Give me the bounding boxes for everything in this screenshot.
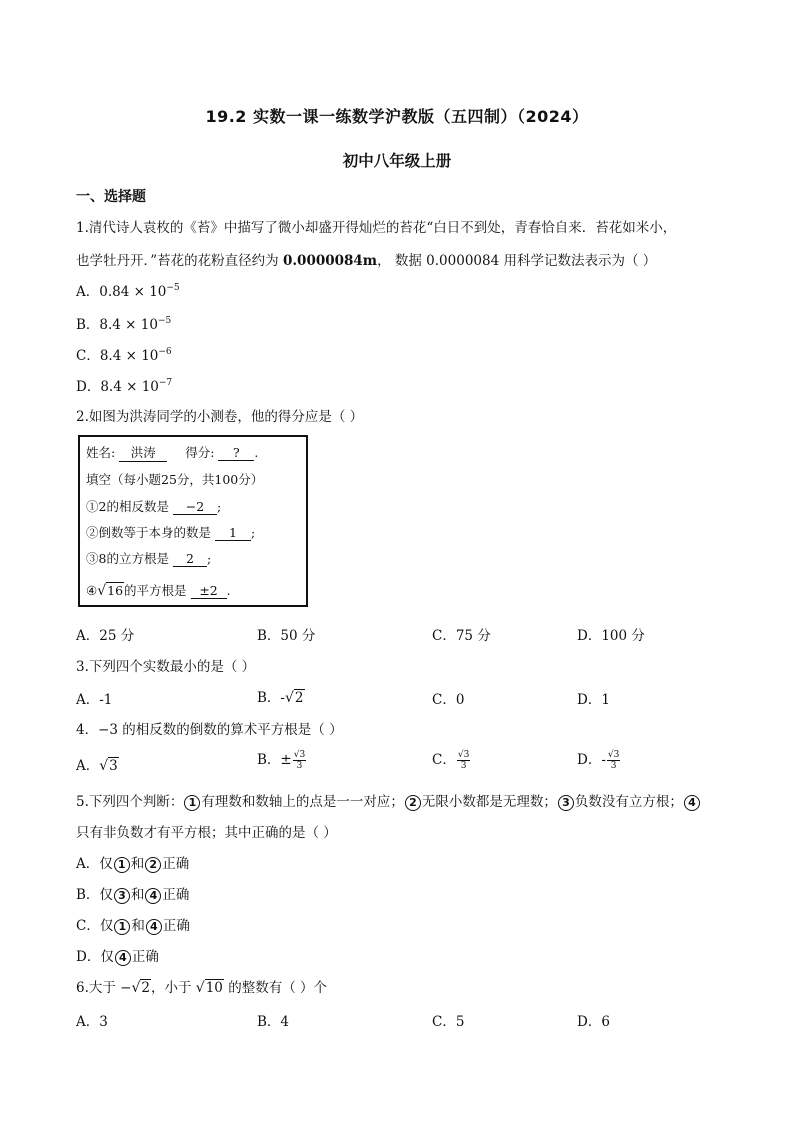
circled-number: 1: [114, 857, 130, 873]
semicolon: ;: [251, 525, 256, 540]
q5-option-d: [76, 945, 159, 966]
q3-option-d: D．1: [577, 692, 610, 708]
radicand: 2: [294, 690, 304, 706]
item-text: ①2的相反数是: [86, 499, 169, 514]
q3-option-a: A．-1: [76, 692, 113, 708]
circled-number: 4: [145, 888, 161, 904]
option-text: 正确: [162, 856, 190, 872]
q5-option-c: [76, 914, 190, 935]
denominator: 3: [460, 761, 467, 771]
quiz-item-2: [86, 523, 255, 541]
option-text: 和: [131, 918, 145, 934]
circled-number: 2: [405, 795, 421, 811]
quiz-item-1: [86, 497, 221, 515]
circled-number: 4: [684, 795, 700, 811]
q1-option-label: B．: [76, 317, 100, 333]
circled-number: 1: [184, 795, 200, 811]
option-label: A．仅: [76, 856, 113, 872]
q6-option-d: D．6: [577, 1014, 610, 1030]
q6-stem: [76, 976, 327, 996]
q1-option-exp: −5: [157, 316, 172, 326]
circled-number: 1: [114, 919, 130, 935]
option-text: 和: [130, 887, 145, 903]
q1-stem-line1: 1.清代诗人袁枚的《苔》中描写了微小却盛开得灿烂的苔花“白日不到处，青春恰自来．苔花如米小，: [76, 220, 677, 236]
q1-option-c: [76, 344, 172, 364]
item-answer: ±2: [191, 583, 227, 599]
minus-sign: −: [120, 980, 132, 996]
radicand: 10: [205, 980, 223, 996]
circled-number: 2: [145, 857, 161, 873]
section-heading: 一、选择题: [76, 189, 146, 205]
radicand: 2: [141, 980, 150, 996]
q1-stem-line2: [76, 249, 656, 269]
q2-option-a: A．25 分: [76, 628, 135, 644]
document-title: 19.2 实数一课一练数学沪教版（五四制）（2024）: [205, 107, 589, 126]
semicolon: ;: [216, 499, 222, 514]
sqrt-symbol: √16: [97, 583, 124, 599]
option-text: 正确: [162, 887, 190, 903]
item-number: ④: [86, 583, 98, 598]
q1-stem-text-c: ， 数据 0.0000084 用科学记数法表示为（ ）: [377, 253, 657, 269]
option-label: B．-: [257, 690, 285, 706]
q1-option-label: C．: [76, 348, 100, 364]
stem-text: 负数没有立方根；: [574, 794, 683, 810]
q5-stem-line2: 只有非负数才有平方根；其中正确的是（ ）: [76, 825, 337, 841]
item-text: ②倒数等于本身的数是: [86, 525, 212, 540]
option-label: B．仅: [76, 887, 113, 903]
q5-stem-line1: [76, 790, 701, 811]
q3-option-b: [257, 686, 305, 706]
stem-text: ，小于: [151, 980, 196, 996]
fraction: $\frac{√3}{3}$: [607, 750, 620, 771]
fraction: $\frac{√3}{3}$: [293, 750, 306, 771]
name-value: 洪涛: [119, 443, 167, 462]
q1-option-label: D．: [76, 379, 101, 395]
document-subtitle: 初中八年级上册: [342, 152, 452, 170]
stem-text: 5.下列四个判断：: [76, 794, 184, 810]
item-answer: −2: [173, 499, 217, 515]
fraction: $\frac{√3}{3}$: [457, 750, 470, 771]
quiz-item-4: [86, 581, 231, 599]
q4-option-c: [432, 748, 471, 771]
q6-option-b: B．4: [257, 1014, 290, 1030]
quiz-card-header: [86, 443, 258, 462]
q2-option-c: C．75 分: [432, 628, 491, 644]
q2-stem: 2.如图为洪涛同学的小测卷，他的得分应是（ ）: [76, 409, 364, 425]
score-value: ?: [218, 445, 254, 461]
q1-option-exp: −6: [158, 347, 172, 357]
quiz-card-figure: [78, 435, 308, 607]
stem-text: 的整数有（ ）个: [223, 980, 327, 996]
quiz-instructions: 填空（每小题25分，共100分）: [86, 472, 264, 487]
sqrt-symbol: √2: [131, 980, 150, 996]
sqrt-symbol: √2: [284, 690, 304, 706]
sqrt-symbol: √3: [99, 758, 118, 774]
score-label: 得分:: [185, 445, 215, 460]
option-label: D．仅: [76, 949, 114, 965]
q4-option-a: [76, 754, 119, 774]
q2-option-b: B．50 分: [257, 628, 316, 644]
radicand: 3: [463, 750, 470, 760]
name-label: 姓名:: [86, 445, 116, 460]
period: .: [254, 445, 259, 460]
option-label: D．-: [577, 752, 606, 768]
option-label: A．: [76, 758, 100, 774]
denominator: 3: [610, 761, 617, 771]
option-label: C．: [432, 752, 456, 768]
q2-option-d: D．100 分: [577, 628, 645, 644]
q5-option-a: [76, 852, 189, 873]
q5-option-b: [76, 883, 189, 904]
q4-option-d: [577, 748, 621, 771]
q1-option-b: [76, 313, 171, 333]
q1-option-exp: −7: [158, 378, 173, 388]
option-label: C．仅: [76, 918, 114, 934]
q6-option-c: C．5: [432, 1014, 465, 1030]
q1-option-base: 8.4 × 10: [99, 317, 158, 333]
q1-value: 0.0000084m: [282, 253, 378, 269]
item-text: 的平方根是: [124, 583, 187, 598]
semicolon: ;: [206, 551, 212, 566]
option-text: 正确: [131, 949, 159, 965]
q1-option-base: 8.4 × 10: [99, 348, 159, 364]
stem-text: 无限小数都是无理数；: [421, 794, 557, 810]
circled-number: 3: [558, 795, 574, 811]
radicand: 3: [613, 750, 620, 760]
sqrt-symbol: √10: [195, 980, 223, 996]
radicand: 3: [299, 750, 306, 760]
circled-number: 3: [114, 888, 130, 904]
option-text: 正确: [162, 918, 190, 934]
denominator: 3: [296, 761, 303, 771]
q1-stem-text-a: 也学牡丹开．”苔花的花粉直径约为: [76, 253, 283, 269]
q4-stem: 4．−3 的相反数的倒数的算术平方根是（ ）: [76, 722, 343, 738]
q3-stem: 3.下列四个实数最小的是（ ）: [76, 659, 256, 675]
radicand: 3: [109, 758, 118, 774]
circled-number: 4: [146, 919, 162, 935]
q3-option-c: C．0: [432, 692, 465, 708]
q1-option-base: 0.84 × 10: [99, 284, 167, 300]
stem-text: 有理数和数轴上的点是一一对应；: [201, 794, 404, 810]
radicand: 16: [107, 583, 124, 598]
q6-option-a: A．3: [76, 1014, 108, 1030]
q1-option-d: [76, 375, 172, 395]
item-answer: 1: [215, 525, 251, 541]
circled-number: 4: [115, 950, 131, 966]
q4-option-b: [257, 748, 307, 771]
q1-option-label: A．: [76, 284, 100, 300]
item-text: ③8的立方根是: [86, 551, 169, 566]
stem-text: 6.大于: [76, 980, 121, 996]
q1-option-a: [76, 280, 180, 300]
q1-option-base: 8.4 × 10: [100, 379, 159, 395]
q1-option-exp: −5: [166, 283, 180, 293]
option-label: B．±: [257, 752, 292, 768]
quiz-item-3: [86, 549, 211, 567]
option-text: 和: [130, 856, 145, 872]
period: .: [226, 583, 231, 598]
item-answer: 2: [173, 551, 207, 567]
